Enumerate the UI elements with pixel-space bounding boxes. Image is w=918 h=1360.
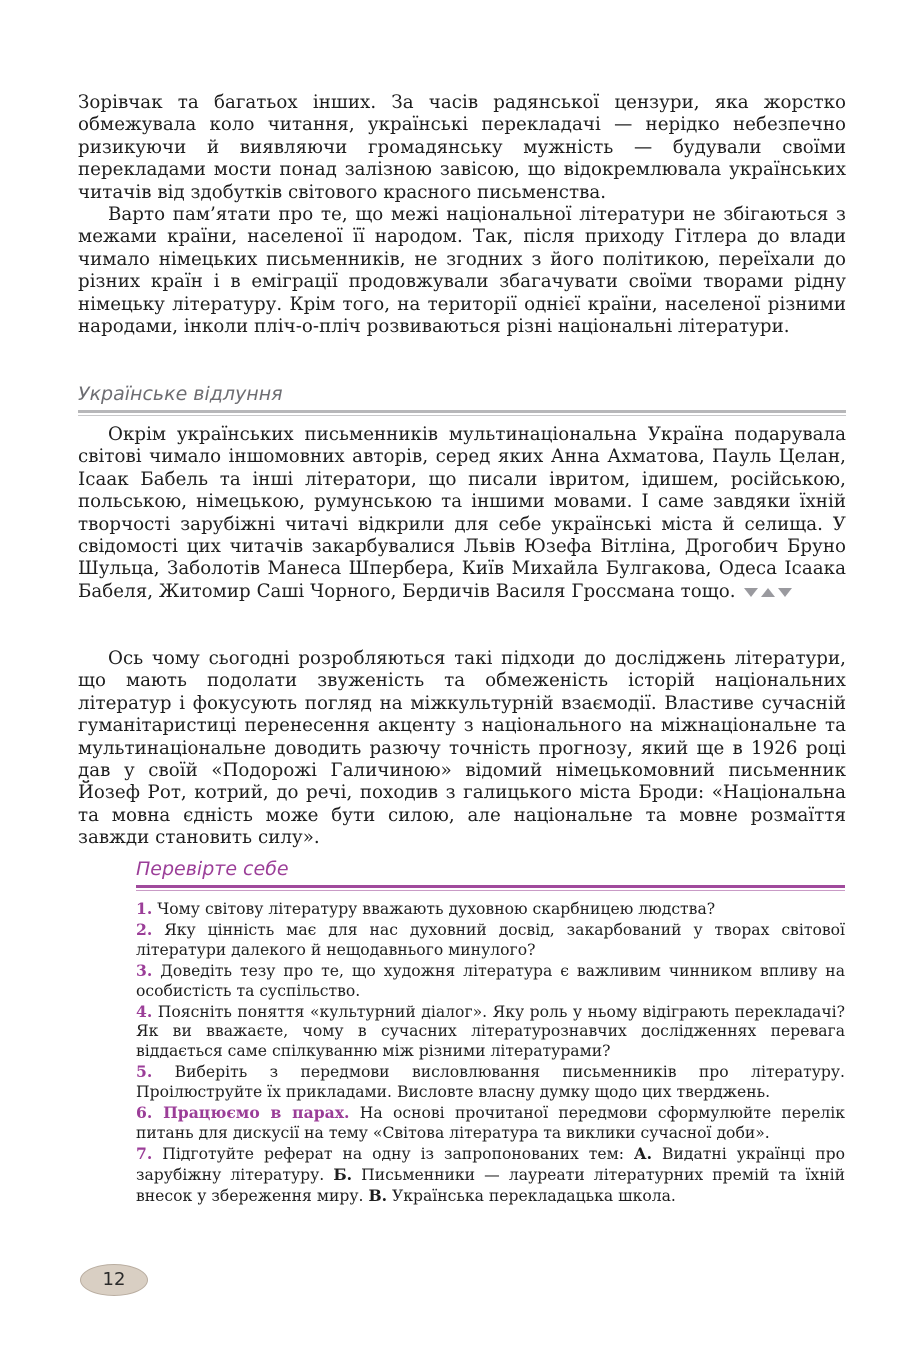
closing-paragraph: Ось чому сьогодні розробляються такі підходи до досліджень літератури, що мають подолати звуженість та обмеженість історій національних літератур і фокусують погляд на міжкультурній взаємодії. Властиве сучасній гуманітаристиці перенесення акценту з національного на міжнаціональне та мультинаціональне доводить разючу точність прогнозу, який ще в 1926 році дав у своїй «Подорожі Галичиною» відомий німецькомовний письменник Йозеф Рот, котрий, до речі, походив з галицького міста Броди: «Національна та мовна єдність може бути силою, але національне та мовне розмаїття завжди становить силу».	[78, 648, 846, 849]
question-2: 2. Яку цінність має для нас духовний досвід, закарбований у творах світової літератури далекого й нещодавнього минулого?	[136, 919, 845, 959]
section-heading: Українське відлуння	[78, 383, 283, 405]
section-rule	[78, 410, 846, 413]
question-7: 7. Підготуйте реферат на одну із запропонованих тем: А. Видатні українці про зарубіжну літературу. Б. Письменники — лауреати літературних премій та їхній внесок у збереження миру. В. Українська перекладацька школа.	[136, 1143, 845, 1205]
intro-paragraph-2: Варто пам’ятати про те, що межі національної літератури не збігаються з межами країни, населеної її народом. Так, після приходу Гітлера до влади чимало німецьких письменників, не згодних з його політикою, переїхали до різних країн і в еміграції продовжували збагачувати своїми творами рідну німецьку літературу. Крім того, на території однієї країни, населеної різними народами, інколи пліч-о-пліч розвиваються різні національні літератури.	[78, 204, 846, 338]
question-3: 3. Доведіть тезу про те, що художня література є важливим чинником впливу на особистість та суспільство.	[136, 960, 845, 1000]
intro-paragraph-1: Зорівчак та багатьох інших. За часів радянської цензури, яка жорстко обмежувала коло читання, українські перекладачі — нерідко небезпечно ризикуючи й виявляючи громадянську мужність — будували своїми перекладами мости понад залізною завісою, що відокремлювала українських читачів від здобутків світового красного письменства.	[78, 92, 846, 203]
page-number-badge	[80, 1264, 148, 1296]
section-text	[78, 424, 846, 603]
question-5: 5. Виберіть з передмови висловлювання письменників про літературу. Проілюструйте їх прикладами. Висловте власну думку щодо цих тверджень.	[136, 1062, 845, 1102]
question-list	[136, 899, 845, 1207]
check-rule-thin	[136, 890, 845, 891]
check-rule	[136, 885, 845, 888]
intro-text	[78, 92, 846, 338]
section-paragraph: Окрім українських письменників мультинаціональна Україна подарувала світові чимало іншомовних авторів, серед яких Анна Ахматова, Пауль Целан, Ісаак Бабель та інші літератори, що писали івритом, ідишем, російською, польською, німецькою, румунською та іншими мовами. І саме завдяки їхній творчості зарубіжні читачі відкрили для себе українські міста й селища. У свідомості цих читачів закарбувалися Львів Юзефа Вітліна, Дрогобич Бруно Шульца, Заболотів Манеса Шпербера, Київ Михайла Булгакова, Одеса Ісаака Бабеля, Житомир Саші Чорного, Бердичів Василя Гроссмана тощо.	[78, 424, 846, 602]
question-6: 6. Працюємо в парах. На основі прочитаної передмови сформулюйте перелік питань для дискусії на тему «Світова література та виклики сучасної доби».	[136, 1103, 845, 1142]
page-number: 12	[102, 1269, 126, 1290]
triangle-divider-icon	[744, 586, 792, 598]
closing-text	[78, 648, 846, 850]
question-4: 4. Поясніть поняття «культурний діалог». Яку роль у ньому відіграють перекладачі? Як ви вважаєте, чому в сучасних літературознавчих дослідженнях перевага віддається саме спілкуванню між різними літературами?	[136, 1001, 845, 1061]
section-rule-thin	[78, 415, 846, 416]
question-1: 1. Чому світову літературу вважають духовною скарбницею людства?	[136, 899, 716, 918]
check-heading: Перевірте себе	[136, 858, 289, 880]
